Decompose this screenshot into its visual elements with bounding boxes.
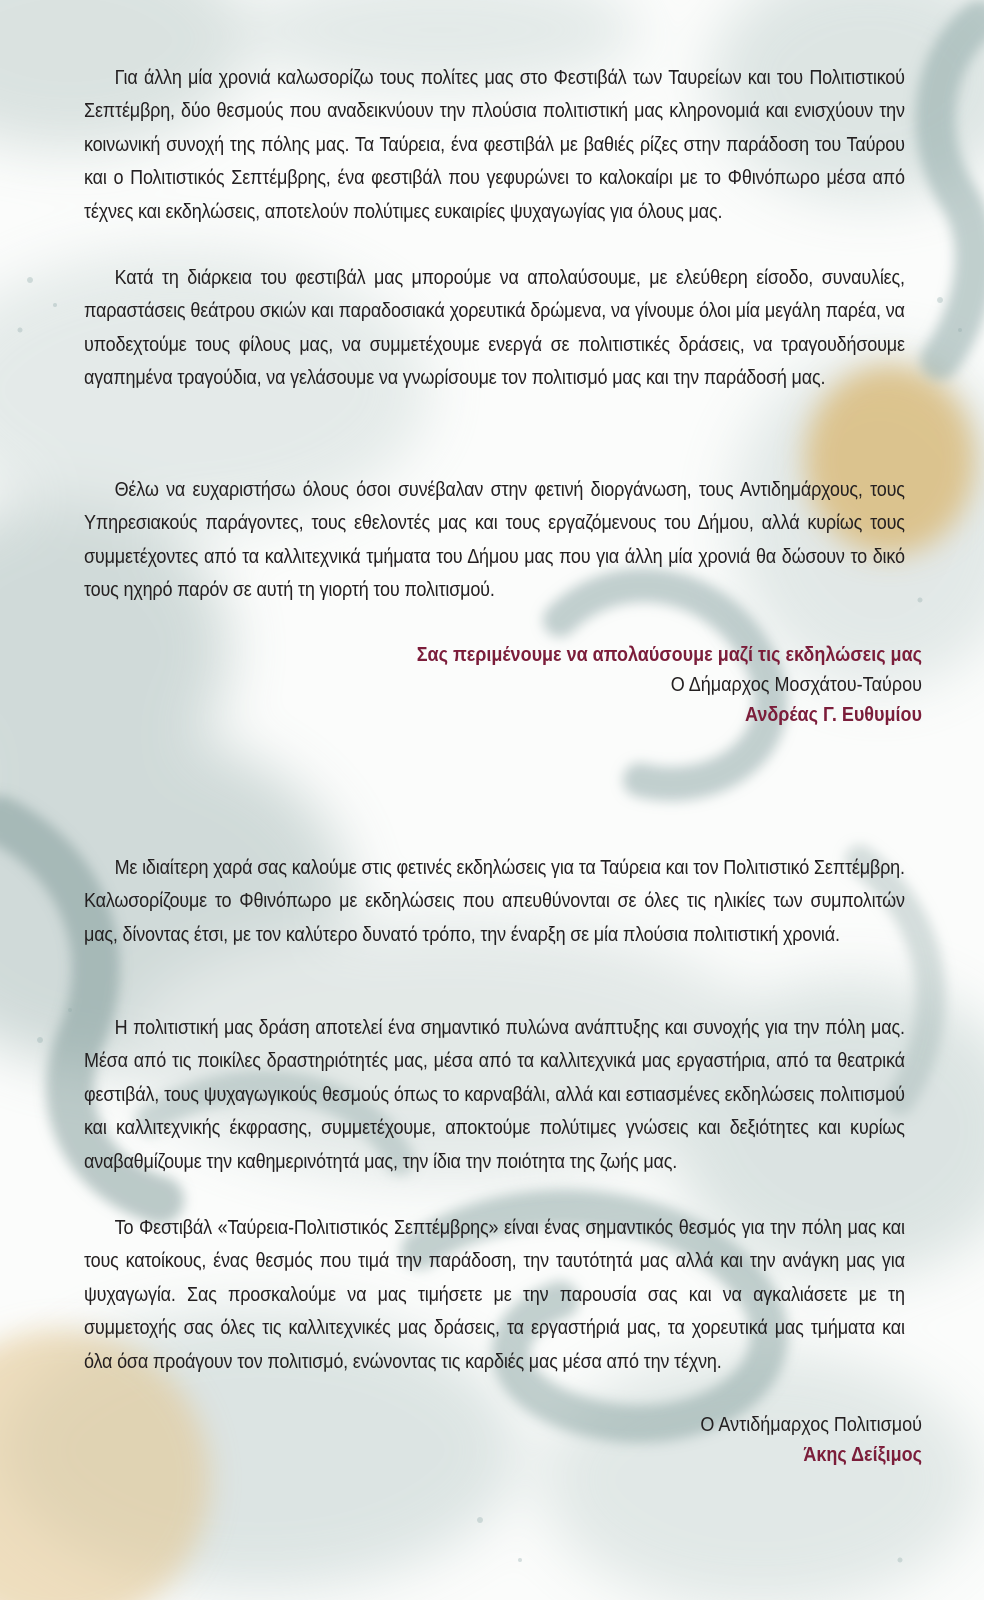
deputy-paragraph-3: Το Φεστιβάλ «Ταύρεια-Πολιτιστικός Σεπτέμβρης» είναι ένας σημαντικός θεσμός για την πόλη μας και τους κατοίκους, ένας θεσμός που τιμά την παράδοση, την ταυτότητά μας αλλά και την ανάγκη μας για ψυχαγωγία. Σας προσκαλούμε να μας τιμήσετε με την παρουσία σας και να αγκαλιάσετε με τη συμμετοχής σας όλες τις καλλιτεχνικές μας δράσεις, τα εργαστήριά μας, τα χορευτικά μας τμήματα και όλα όσα προάγουν τον πολιτισμό, ενώνοντας τις καρδιές μας μέσα από την τέχνη. <box>84 1217 905 1373</box>
mayor-paragraph-2: Κατά τη διάρκεια του φεστιβάλ μας μπορούμε να απολαύσουμε, με ελεύθερη είσοδο, συναυλίες, παραστάσεις θεάτρου σκιών και παραδοσιακά χορευτικά δρώμενα, να γίνουμε όλοι μία μεγάλη παρέα, να υποδεχτούμε τους φίλους μας, να συμμετέχουμε ενεργά σε πολιτιστικές δράσεις, να τραγουδήσουμε αγαπημένα τραγούδια, να γελάσουμε να γνωρίσουμε τον πολιτισμό μας και την παράδοσή μας. <box>84 267 905 390</box>
deputy-paragraph-1: Με ιδιαίτερη χαρά σας καλούμε στις φετινές εκδηλώσεις για τα Ταύρεια και τον Πολιτιστικό Σεπτέμβρη. Καλωσορίζουμε το Φθινόπωρο με εκδηλώσεις που απευθύνονται σε όλες τις ηλικίες των συμπολιτών μας, δίνοντας έτσι, με τον καλύτερο δυνατό τρόπο, την έναρξη σε μία πλούσια πολιτιστική χρονιά. <box>84 857 905 946</box>
mayor-paragraph-1: Για άλλη μία χρονιά καλωσορίζω τους πολίτες μας στο Φεστιβάλ των Ταυρείων και του Πολιτιστικού Σεπτέμβρη, δύο θεσμούς που αναδεικνύουν την πλούσια πολιτιστική μας κληρονομιά και ενισχύουν την κοινωνική συνοχή της πόλης μας. Τα Ταύρεια, ένα φεστιβάλ με βαθιές ρίζες στην παράδοση του Ταύρου και ο Πολιτιστικός Σεπτέμβρης, ένα φεστιβάλ που γεφυρώνει το καλοκαίρι με το Φθινόπωρο μέσα από τέχνες και εκδηλώσεις, αποτελούν πολύτιμες ευκαιρίες ψυχαγωγίας για όλους μας. <box>84 67 905 223</box>
deputy-name: Άκης Δείξιμος <box>803 1444 922 1466</box>
deputy-letter <box>84 852 924 952</box>
deputy-role: Ο Αντιδήμαρχος Πολιτισμού <box>700 1414 922 1436</box>
mayor-letter-part-3 <box>84 474 924 608</box>
mayor-signature <box>222 640 922 730</box>
deputy-letter-part-3 <box>84 1212 924 1379</box>
deputy-paragraph-2: Η πολιτιστική μας δράση αποτελεί ένα σημαντικό πυλώνα ανάπτυξης και συνοχής για την πόλη μας. Μέσα από τις ποικίλες δραστηριότητές μας, μέσα από τα καλλιτεχνικά μας εργαστήρια, από τα θεατρικά φεστιβάλ, τους ψυχαγωγικούς θεσμούς όπως το καρναβάλι, αλλά και εστιασμένες εκδηλώσεις πολιτισμού και καλλιτεχνικής έκφρασης, συμμετέχουμε, αποκτούμε πολύτιμες γνώσεις και δεξιότητες και κυρίως αναβαθμίζουμε την καθημερινότητά μας, την ίδια την ποιότητα της ζωής μας. <box>84 1017 905 1173</box>
deputy-signature <box>222 1410 922 1470</box>
mayor-letter <box>84 62 924 229</box>
mayor-letter-part-2 <box>84 262 924 396</box>
mayor-name: Ανδρέας Γ. Ευθυμίου <box>745 704 922 726</box>
mayor-paragraph-3: Θέλω να ευχαριστήσω όλους όσοι συνέβαλαν στην φετινή διοργάνωση, τους Αντιδημάρχους, τους Υπηρεσιακούς παράγοντες, τους εθελοντές μας και τους εργαζόμενους του Δήμου, αλλά κυρίως τους συμμετέχοντες από τα καλλιτεχνικά τμήματα του Δήμου μας που για άλλη μία χρονιά θα δώσουν το δικό τους ηχηρό παρόν σε αυτή τη γιορτή του πολιτισμού. <box>84 479 905 602</box>
mayor-role: Ο Δήμαρχος Μοσχάτου-Ταύρου <box>670 674 922 696</box>
deputy-letter-part-2 <box>84 1012 924 1179</box>
mayor-closing: Σας περιμένουμε να απολαύσουμε μαζί τις εκδηλώσεις μας <box>416 644 922 666</box>
